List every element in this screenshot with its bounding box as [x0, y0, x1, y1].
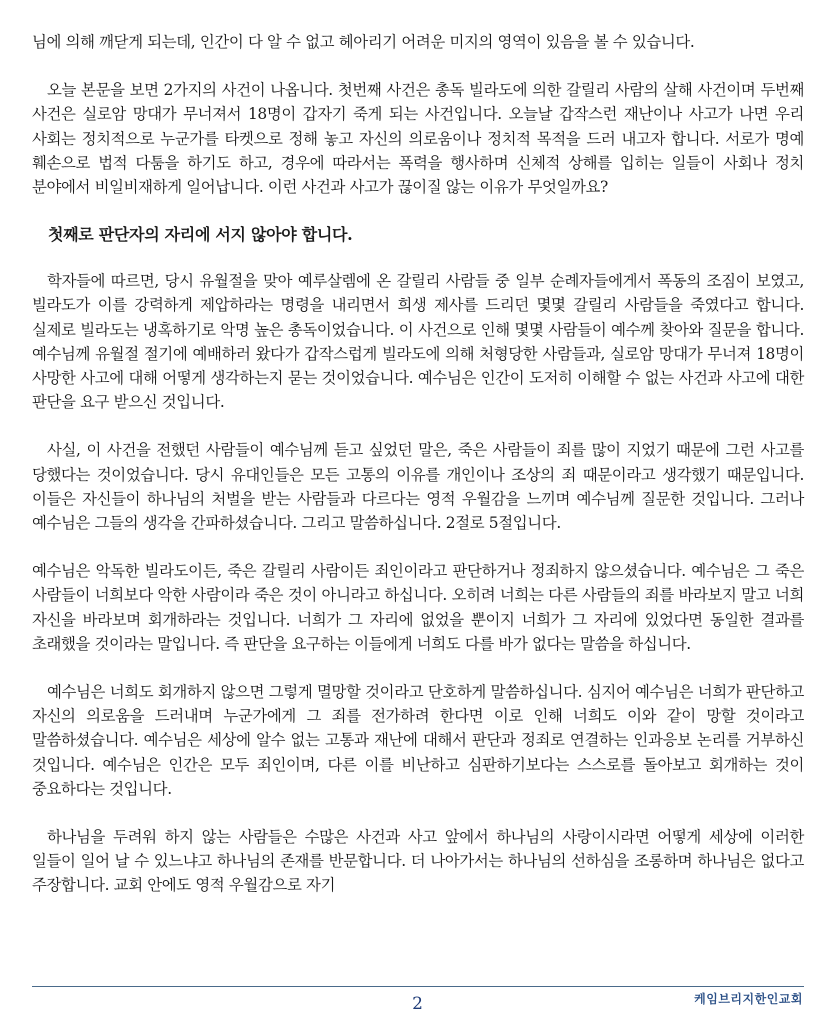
paragraph-jesus-judgment: 예수님은 악독한 빌라도이든, 죽은 갈릴리 사람이든 죄인이라고 판단하거나 정죄하지 않으셨습니다. 예수님은 그 죽은 사람들이 너희보다 악한 사람이라 죽은 것이 아니라고 하십니다. 오히려 너희는 다른 사람들의 죄를 바라보지 말고 너희 자신을 바라보며 회개하라는 것입니다. 너희가 그 자리에 없었을 뿐이지 너희가 그 자리에 있었다면 동일한 결과를 초래했을 것이라는 말입니다. 즉 판단을 요구하는 이들에게 너희도 다를 바가 없다는 말씀을 하십니다.	[32, 562, 804, 653]
paragraph-repent: 예수님은 너희도 회개하지 않으면 그렇게 멸망할 것이라고 단호하게 말씀하십니다. 심지어 예수님은 너희가 판단하고 자신의 의로움을 드러내며 누군가에게 그 죄를 전가하려 한다면 이로 인해 너희도 이와 같이 망할 것이라고 말씀하셨습니다. 예수님은 세상에 알수 없는 고통과 재난에 대해서 판단과 정죄로 연결하는 인과응보 논리를 거부하신 것입니다. 예수님은 인간은 모두 죄인이며, 다른 이를 비난하고 심판하기보다는 스스로를 돌아보고 회개하는 것이 중요하다는 것입니다.	[32, 683, 804, 798]
paragraph-fear-god: 하나님을 두려워 하지 않는 사람들은 수많은 사건과 사고 앞에서 하나님의 사랑이시라면 어떻게 세상에 이러한 일들이 일어 날 수 있느냐고 하나님의 존재를 반문합니다. 더 나아가서는 하나님의 선하심을 조롱하며 하나님은 없다고 주장합니다. 교회 안에도 영적 우월감으로 자기	[32, 828, 804, 895]
section-heading: 첫째로 판단자의 자리에 서지 않아야 합니다.	[48, 225, 353, 245]
church-name: 케임브리지한인교회	[694, 992, 803, 1006]
footer-divider	[32, 986, 804, 987]
paragraph-two-events: 오늘 본문을 보면 2가지의 사건이 나옵니다. 첫번째 사건은 총독 빌라도에 의한 갈릴리 사람의 살해 사건이며 두번째 사건은 실로암 망대가 무너져서 18명이 갑자기 죽게 되는 사건입니다. 오늘날 갑작스런 재난이나 사고가 나면 우리 사회는 정치적으로 누군가를 타켓으로 정해 놓고 자신의 의로움이나 정치적 목적을 드러 내고자 합니다. 서로가 명예 훼손으로 법적 다툼을 하기도 하고, 경우에 따라서는 폭력을 행사하며 신체적 상해를 입히는 일들이 사회나 정치 분야에서 비일비재하게 일어납니다. 이런 사건과 사고가 끊이질 않는 이유가 무엇일까요?	[32, 81, 804, 197]
document-body	[32, 30, 804, 922]
paragraph-in-fact: 사실, 이 사건을 전했던 사람들이 예수님께 듣고 싶었던 말은, 죽은 사람들이 죄를 많이 지었기 때문에 그런 사고를 당했다는 것이었습니다. 당시 유대인들은 모든 고통의 이유를 개인이나 조상의 죄 때문이라고 생각했기 때문입니다. 이들은 자신들이 하나님의 처벌을 받는 사람들과 다르다는 영적 우월감을 느끼며 예수님께 질문한 것입니다. 그러나 예수님은 그들의 생각을 간파하셨습니다. 그리고 말씀하십니다. 2절로 5절입니다.	[32, 441, 804, 533]
page-number: 2	[412, 994, 423, 1014]
paragraph-scholars: 학자들에 따르면, 당시 유월절을 맞아 예루살렘에 온 갈릴리 사람들 중 일부 순례자들에게서 폭동의 조짐이 보였고, 빌라도가 이를 강력하게 제압하라는 명령을 내리면서 희생 제사를 드리던 몇몇 갈릴리 사람들을 죽였다고 합니다. 실제로 빌라도는 냉혹하기로 악명 높은 총독이었습니다. 이 사건으로 인해 몇몇 사람들이 예수께 찾아와 질문을 합니다. 예수님께 유월절 절기에 예배하러 왔다가 갑작스럽게 빌라도에 의해 처형당한 사람들과, 실로암 망대가 무너져 18명이 사망한 사고에 대해 어떻게 생각하는지 묻는 것이었습니다. 예수님은 인간이 도저히 이해할 수 없는 사건과 사고에 대한 판단을 요구 받으신 것입니다.	[32, 272, 804, 412]
paragraph-continued: 님에 의해 깨닫게 되는데, 인간이 다 알 수 없고 헤아리기 어려운 미지의 영역이 있음을 볼 수 있습니다.	[32, 33, 695, 51]
